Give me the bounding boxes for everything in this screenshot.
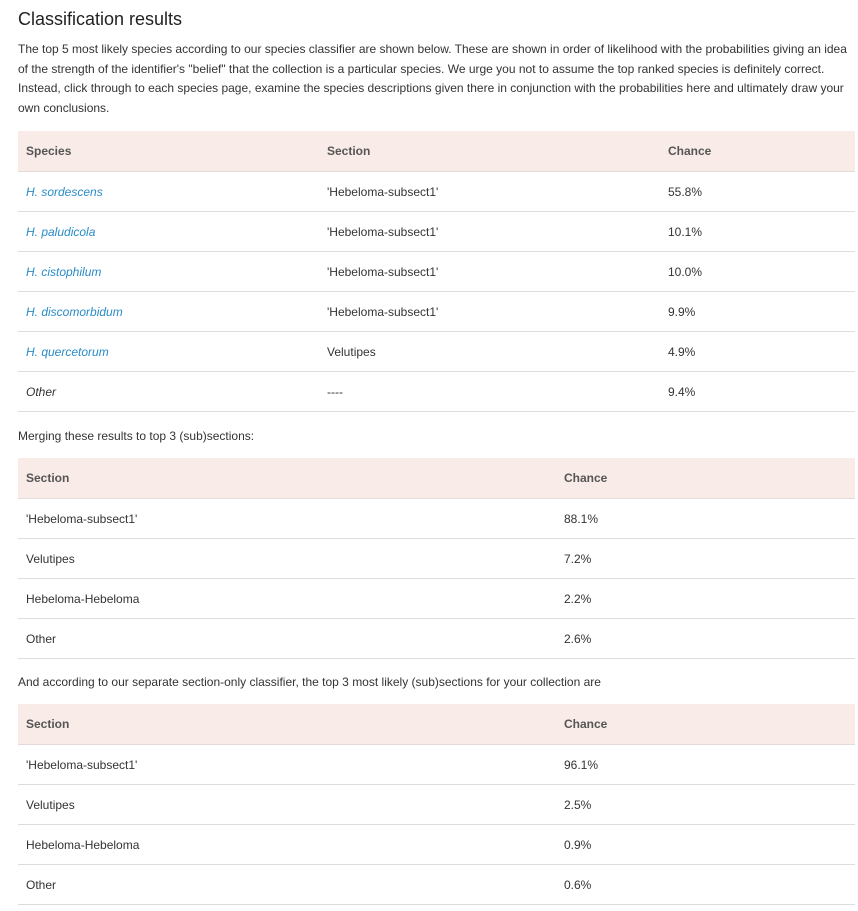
chance-cell: 2.2% [556, 579, 855, 619]
table-row [18, 745, 855, 785]
chance-column-header: Chance [660, 131, 855, 172]
chance-column-header: Chance [556, 704, 855, 745]
section-cell: 'Hebeloma-subsect1' [18, 499, 556, 539]
table-row [18, 252, 855, 292]
section-classifier-caption: And according to our separate section-only classifier, the top 3 most likely (sub)sections for your collection are [18, 675, 601, 689]
table-row [18, 825, 855, 865]
species-link[interactable]: H. discomorbidum [26, 304, 123, 319]
species-cell [18, 252, 319, 292]
section-cell: 'Hebeloma-subsect1' [319, 172, 660, 212]
section-cell: ---- [319, 372, 660, 412]
section-cell: Velutipes [18, 785, 556, 825]
table-row [18, 499, 855, 539]
section-cell: Other [18, 619, 556, 659]
species-link[interactable]: H. cistophilum [26, 264, 102, 279]
table-row [18, 292, 855, 332]
species-link[interactable]: H. quercetorum [26, 344, 109, 359]
table-row [18, 865, 855, 905]
section-cell: 'Hebeloma-subsect1' [319, 252, 660, 292]
chance-cell: 10.1% [660, 212, 855, 252]
section-column-header: Section [18, 704, 556, 745]
section-cell: Hebeloma-Hebeloma [18, 825, 556, 865]
species-table [18, 131, 855, 412]
chance-cell: 4.9% [660, 332, 855, 372]
page-title: Classification results [18, 9, 183, 29]
section-cell: Velutipes [18, 539, 556, 579]
section-column-header: Section [18, 458, 556, 499]
table-row [18, 579, 855, 619]
section-cell: Velutipes [319, 332, 660, 372]
table-row [18, 539, 855, 579]
chance-cell: 88.1% [556, 499, 855, 539]
chance-column-header: Chance [556, 458, 855, 499]
chance-cell: 96.1% [556, 745, 855, 785]
section-cell: Hebeloma-Hebeloma [18, 579, 556, 619]
species-link[interactable]: H. sordescens [26, 184, 103, 199]
chance-cell: 9.4% [660, 372, 855, 412]
section-classifier-table [18, 704, 855, 905]
chance-cell: 0.9% [556, 825, 855, 865]
table-row [18, 172, 855, 212]
intro-paragraph: The top 5 most likely species according to our species classifier are shown below. These are shown in order of likelihood with the probabilities giving an idea of the strength of the identifier's "belief" that the collection is a particular species. We urge you not to assume the top ranked species is definitely correct. Instead, click through to each species page, examine the species descriptions given there in conjunction with the probabilities here and ultimately draw your own conclusions. [18, 42, 847, 115]
species-cell [18, 332, 319, 372]
section-cell: Other [18, 865, 556, 905]
merged-sections-table [18, 458, 855, 659]
table-row [18, 372, 855, 412]
table-row [18, 332, 855, 372]
chance-cell: 2.5% [556, 785, 855, 825]
section-cell: 'Hebeloma-subsect1' [319, 212, 660, 252]
section-cell: 'Hebeloma-subsect1' [18, 745, 556, 785]
species-cell [18, 172, 319, 212]
section-cell: 'Hebeloma-subsect1' [319, 292, 660, 332]
species-cell [18, 292, 319, 332]
chance-cell: 10.0% [660, 252, 855, 292]
chance-cell: 2.6% [556, 619, 855, 659]
table-row [18, 785, 855, 825]
table-header-row [18, 704, 855, 745]
species-link[interactable]: H. paludicola [26, 224, 96, 239]
section-column-header: Section [319, 131, 660, 172]
chance-cell: 9.9% [660, 292, 855, 332]
species-other-label: Other [26, 384, 57, 399]
species-column-header: Species [18, 131, 319, 172]
chance-cell: 55.8% [660, 172, 855, 212]
species-cell [18, 212, 319, 252]
table-row [18, 619, 855, 659]
chance-cell: 0.6% [556, 865, 855, 905]
species-cell [18, 372, 319, 412]
merge-caption: Merging these results to top 3 (sub)sections: [18, 429, 255, 443]
chance-cell: 7.2% [556, 539, 855, 579]
table-header-row [18, 131, 855, 172]
table-header-row [18, 458, 855, 499]
table-row [18, 212, 855, 252]
